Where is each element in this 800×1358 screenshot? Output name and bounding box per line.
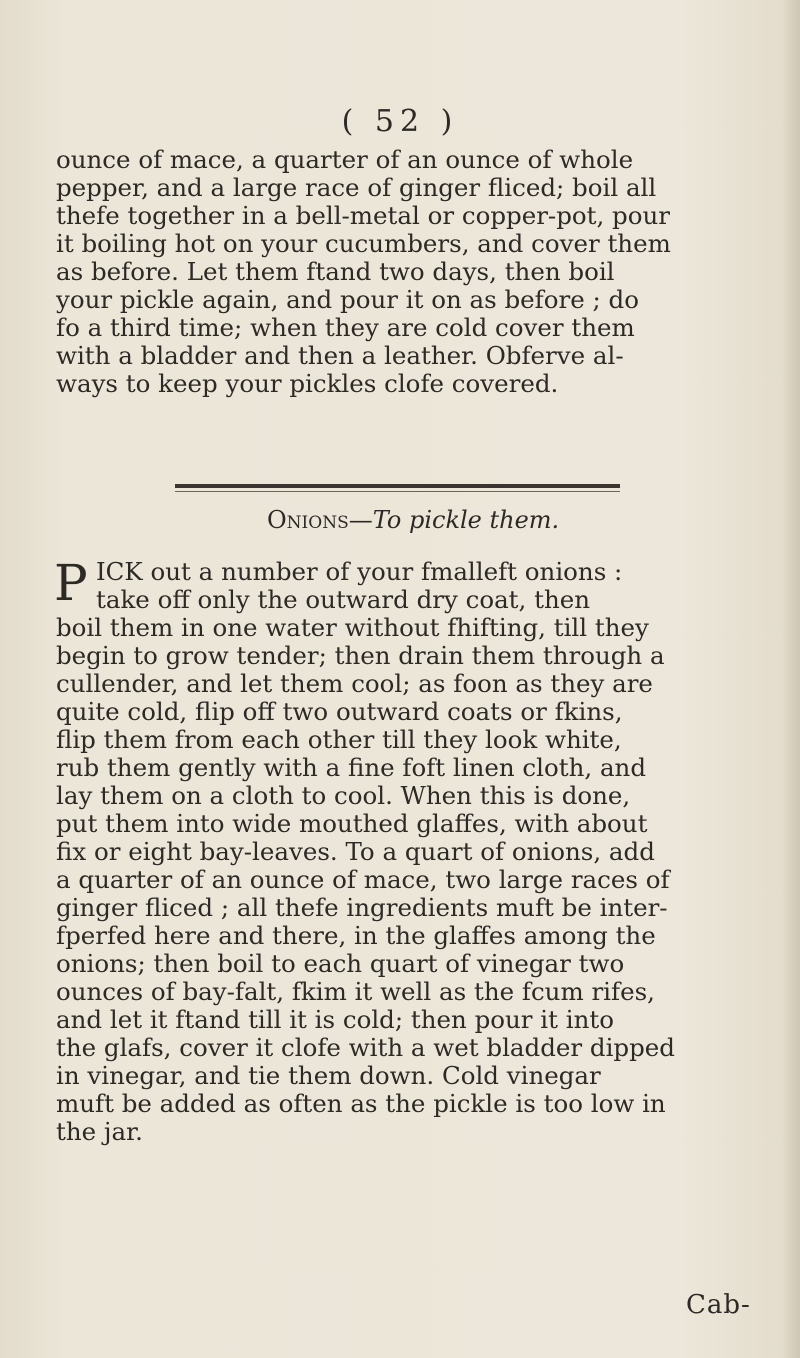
text-line: and let it ftand till it is cold; then pour it into: [56, 1005, 614, 1034]
text-line: your pickle again, and pour it on as before ; do: [56, 285, 639, 314]
page-edge-shadow: [782, 0, 800, 1358]
text-line: fperfed here and there, in the glaffes among the: [56, 921, 656, 950]
page-number: ( 52 ): [341, 104, 459, 139]
text-line: in vinegar, and tie them down. Cold vinegar: [56, 1061, 601, 1090]
text-line: a quarter of an ounce of mace, two large races of: [56, 865, 670, 894]
text-line: cullender, and let them cool; as foon as they are: [56, 669, 653, 698]
text-line: ginger fliced ; all thefe ingredients muft be inter-: [56, 893, 668, 922]
text-line: with a bladder and then a leather. Obferve al-: [56, 341, 624, 370]
drop-cap: P: [54, 554, 88, 612]
text-line: pepper, and a large race of ginger fliced; boil all: [56, 173, 657, 202]
section-divider-thin: [175, 491, 620, 492]
text-line: ounces of bay-falt, fkim it well as the fcum rifes,: [56, 977, 655, 1006]
section-divider: [175, 484, 620, 488]
text-line: fo a third time; when they are cold cover them: [56, 313, 635, 342]
heading-title: Onions: [267, 506, 349, 534]
text-line: thefe together in a bell-metal or copper-pot, pour: [56, 201, 670, 230]
text-line: muft be added as often as the pickle is too low in: [56, 1089, 666, 1118]
text-line: fix or eight bay-leaves. To a quart of onions, add: [56, 837, 655, 866]
text-line: ICK out a number of your fmalleft onions :: [96, 557, 623, 586]
text-line: as before. Let them ftand two days, then boil: [56, 257, 615, 286]
text-line: the jar.: [56, 1117, 143, 1146]
text-line: ounce of mace, a quarter of an ounce of whole: [56, 145, 634, 174]
text-line: lay them on a cloth to cool. When this is done,: [56, 781, 631, 810]
catchword: Cab-: [686, 1290, 751, 1320]
text-line: ways to keep your pickles clofe covered.: [56, 369, 559, 398]
heading-subtitle: To pickle them.: [372, 506, 560, 534]
text-line: begin to grow tender; then drain them through a: [56, 641, 665, 670]
text-line: rub them gently with a fine foft linen cloth, and: [56, 753, 647, 782]
text-line: flip them from each other till they look white,: [56, 725, 622, 754]
heading-dash: —: [348, 506, 373, 534]
text-line: take off only the outward dry coat, then: [96, 585, 590, 614]
text-line: quite cold, flip off two outward coats or fkins,: [56, 697, 623, 726]
section-heading: [267, 506, 559, 534]
text-line: onions; then boil to each quart of vinegar two: [56, 949, 625, 978]
text-line: it boiling hot on your cucumbers, and cover them: [56, 229, 671, 258]
text-line: boil them in one water without fhifting, till they: [56, 613, 649, 642]
text-line: put them into wide mouthed glaffes, with about: [56, 809, 648, 838]
text-line: the glafs, cover it clofe with a wet bladder dipped: [56, 1033, 675, 1062]
